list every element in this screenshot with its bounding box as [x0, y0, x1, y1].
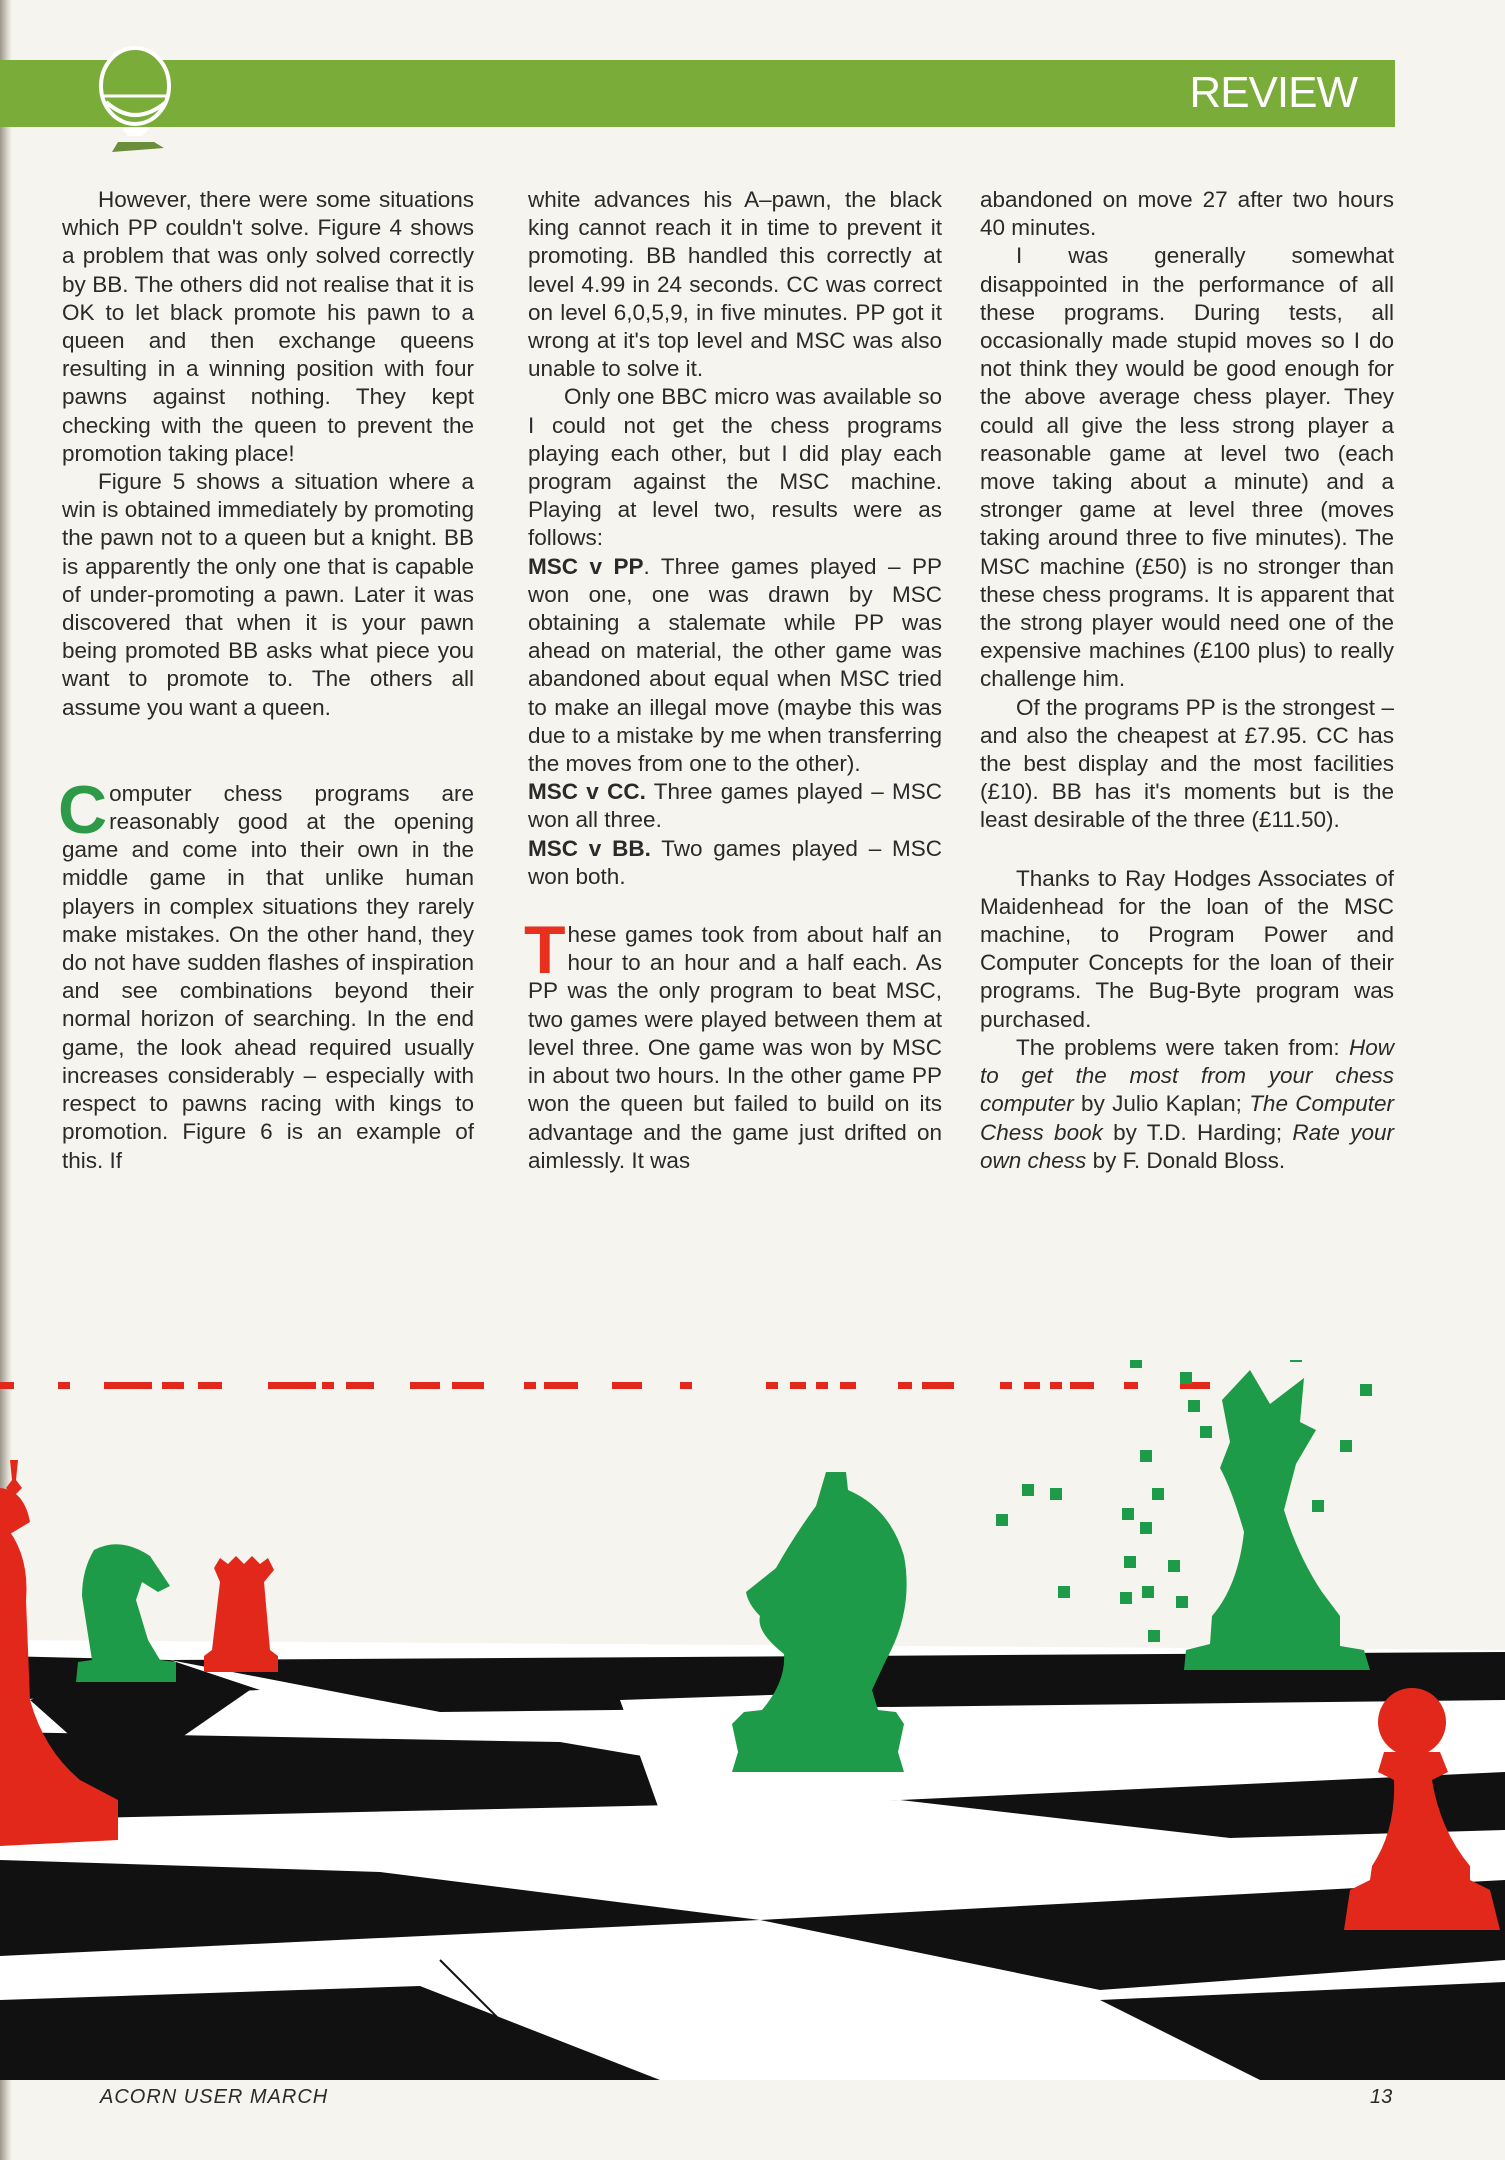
result-msc-v-cc — [528, 778, 942, 834]
horizon-dashes — [0, 1382, 1210, 1389]
acknowledgements: Thanks to Ray Hodges Associates of Maidenhead for the loan of the MSC machine, to Program Power and Computer Concepts for the loan of their programs. The Bug-Byte program was purchased. — [980, 865, 1394, 1032]
book-title: How to get the most from your chess computer — [980, 1034, 1394, 1117]
paragraph-with-dropcap — [524, 912, 942, 1175]
result-label: MSC v CC. — [528, 779, 646, 805]
egg-in-cup-logo-icon — [92, 44, 182, 156]
red-rook-icon — [204, 1556, 278, 1672]
paragraph: white advances his A–pawn, the black king cannot reach it in time to prevent it promoting. BB handled this correctly at level 4.99 in 24 seconds. CC was correct on level 6,0,5,9, in five minutes. PP got it wrong at it's top level and MSC was also unable to solve it. — [528, 187, 942, 382]
page-number: 13 — [1370, 2086, 1393, 2108]
result-label: MSC v BB. — [528, 835, 651, 861]
paragraph: Only one BBC micro was available so I could not get the chess programs playing each other, but I did play each program against the MSC machine. Playing at level two, results were as follows: — [528, 384, 942, 551]
result-msc-v-pp — [528, 553, 942, 779]
green-knight-icon — [76, 1544, 176, 1682]
paragraph: Of the programs PP is the strongest – and also the cheapest at £7.95. CC has the best display and the most facilities (£10). BB has it's moments but is the least desirable of the three (£11.50). — [980, 694, 1394, 833]
result-text: Two games played – MSC won both. — [528, 835, 942, 889]
result-text: . Three games played – PP won one, one was drawn by MSC obtaining a stalemate while PP was ahead on material, the other game was abandoned about equal when MSC tried to make an illegal move (maybe this was due to a mistake by me when transferring the moves from one to the other). — [528, 553, 943, 777]
article-column-1 — [58, 186, 474, 1175]
section-banner — [0, 60, 1395, 127]
board-squares — [0, 1640, 1505, 2080]
paragraph: abandoned on move 27 after two hours 40 minutes. — [980, 187, 1394, 241]
sources-intro: The problems were taken from: — [1016, 1034, 1340, 1060]
book-author: by T.D. Harding; — [1102, 1119, 1283, 1145]
paragraph: I was generally somewhat disappointed in the performance of all these programs. During tests, all occasionally made stupid moves so I do not think they would be good enough for the above average chess player. They could all give the less strong player a reasonable game at level two (each move taking about a minute) and a stronger game at level three (moves taking around three to five minutes). The MSC machine (£50) is no stronger than these chess programs. It is apparent that the strong player would need one of the expensive machines (£100 plus) to really challenge him. — [980, 243, 1394, 692]
paragraph-with-dropcap — [58, 771, 474, 1175]
paragraph: Figure 5 shows a situation where a win is obtained immediately by promoting the pawn not to a queen but a knight. BB is apparently the only one that is capable of under-promoting a pawn. Later it was discovered that when it is your pawn being promoted BB asks what piece you want to promote to. The others all assume you want a queen. — [62, 469, 474, 720]
article-column-3 — [980, 186, 1394, 1175]
book-title: Rate your own chess — [980, 1119, 1394, 1173]
sources-paragraph — [980, 1034, 1394, 1175]
section-title: REVIEW — [1189, 68, 1357, 117]
book-author: by Julio Kaplan; — [1073, 1091, 1242, 1117]
paragraph-text: hese games took from about half an hour to an hour and a half each. As PP was the only program to beat MSC, two games were played between them at level three. One game was won by MSC in about two hours. In the other game PP won the queen but failed to build on its advantage and the game just drifted on aimlessly. It was — [528, 922, 942, 1173]
chessboard-illustration — [0, 1360, 1505, 2080]
article-column-2 — [524, 186, 943, 1175]
result-msc-v-bb — [528, 835, 942, 891]
book-author: by F. Donald Bloss. — [1086, 1147, 1286, 1173]
green-knight-icon — [732, 1472, 907, 1772]
result-text: Three games played – MSC won all three. — [528, 779, 942, 833]
result-label: MSC v PP — [528, 553, 644, 579]
paragraph-text: omputer chess programs are reasonably good at the opening game and come into their own in the middle game in that unlike human players in complex situations they rarely make mistakes. On the other hand, they do not have sudden flashes of inspiration and see combinations beyond their normal horizon of searching. In the end game, the look ahead required usually increases considerably – especially with respect to pawns racing with kings to promotion. Figure 6 is an example of this. If — [62, 780, 474, 1173]
paragraph: However, there were some situations which PP couldn't solve. Figure 4 shows a problem that was only solved correctly by BB. The others did not realise that it is OK to let black promote his pawn to a queen and then exchange queens resulting in a winning position with four pawns against nothing. They kept checking with the queen to prevent the promotion taking place! — [62, 187, 474, 466]
publication-footer: ACORN USER MARCH — [100, 2086, 329, 2108]
book-title: The Computer Chess book — [980, 1091, 1395, 1145]
green-queen-icon — [996, 1360, 1372, 1670]
drop-cap: T — [524, 912, 566, 989]
drop-cap: C — [58, 771, 108, 848]
